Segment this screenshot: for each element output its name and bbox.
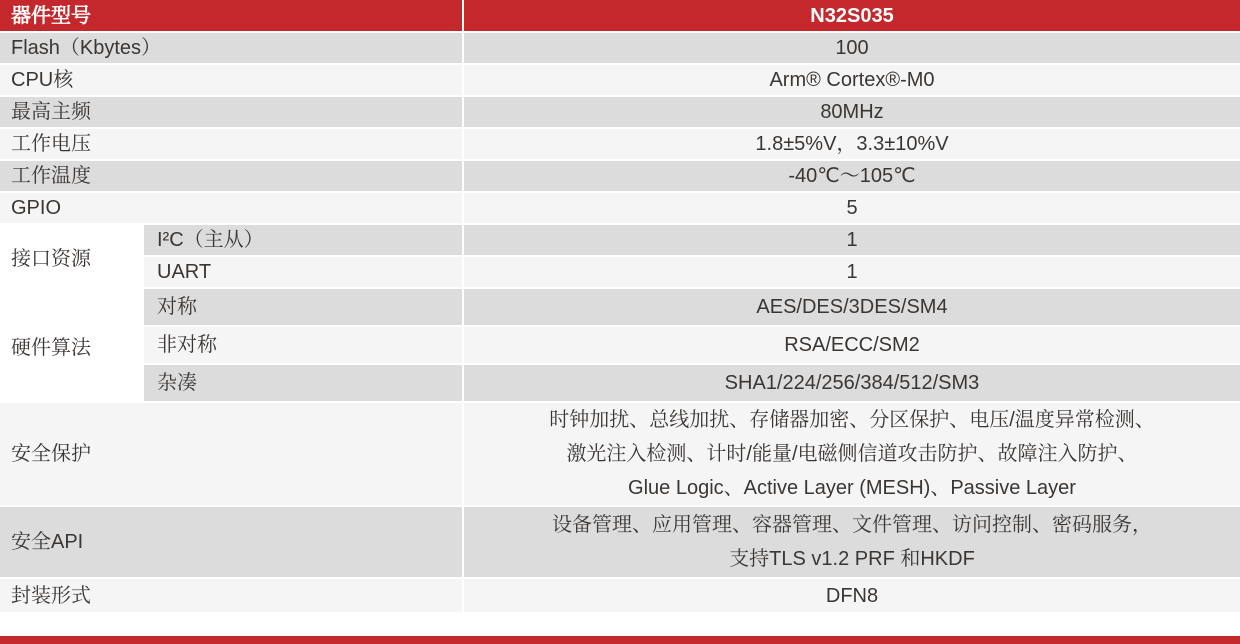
- row-max-frequency: [0, 97, 1240, 127]
- group-label: 硬件算法: [11, 336, 91, 359]
- row-label: 工作温度: [0, 161, 462, 191]
- subrow-uart: [144, 257, 1240, 287]
- subrow-label: 非对称: [144, 327, 462, 363]
- subrow-i2c: [144, 225, 1240, 255]
- row-label: 安全保护: [0, 403, 462, 505]
- header-label-cell: 器件型号: [0, 0, 462, 31]
- subrow-value: AES/DES/3DES/SM4: [464, 289, 1240, 325]
- row-value: [464, 507, 1240, 577]
- security-protection-line: Glue Logic、Active Layer (MESH)、Passive Layer: [628, 477, 1076, 499]
- group-interface-resources: [0, 225, 1240, 287]
- row-package: [0, 579, 1240, 612]
- security-api-line: 支持TLS v1.2 PRF 和HKDF: [729, 548, 975, 570]
- header-row: [0, 0, 1240, 31]
- row-label: Flash（Kbytes）: [0, 33, 462, 63]
- row-value: -40℃～105℃: [464, 161, 1240, 191]
- security-protection-line: 激光注入检测、计时/能量/电磁侧信道攻击防护、故障注入防护、: [566, 443, 1138, 465]
- row-operating-voltage: [0, 129, 1240, 159]
- subrow-label: 对称: [144, 289, 462, 325]
- row-operating-temperature: [0, 161, 1240, 191]
- row-label: 封装形式: [0, 579, 462, 612]
- subrow-value: 1: [464, 225, 1240, 255]
- row-value: DFN8: [464, 579, 1240, 612]
- subrow-hash: [144, 365, 1240, 401]
- subrow-label: 杂凑: [144, 365, 462, 401]
- row-value: Arm® Cortex®-M0: [464, 65, 1240, 95]
- subrow-asymmetric: [144, 327, 1240, 363]
- row-flash: [0, 33, 1240, 63]
- row-label: CPU核: [0, 65, 462, 95]
- row-label: 工作电压: [0, 129, 462, 159]
- subrows: [144, 225, 1240, 287]
- subrow-value: RSA/ECC/SM2: [464, 327, 1240, 363]
- subrow-value: 1: [464, 257, 1240, 287]
- row-cpu-core: [0, 65, 1240, 95]
- subrow-symmetric: [144, 289, 1240, 325]
- group-label: 接口资源: [11, 247, 91, 270]
- row-value: [464, 403, 1240, 505]
- subrow-label: I²C（主从）: [144, 225, 462, 255]
- row-value: 5: [464, 193, 1240, 223]
- row-value: 80MHz: [464, 97, 1240, 127]
- subrows: [144, 289, 1240, 401]
- row-value: 100: [464, 33, 1240, 63]
- row-value: 1.8±5%V，3.3±10%V: [464, 129, 1240, 159]
- security-api-line: 设备管理、应用管理、容器管理、文件管理、访问控制、密码服务，: [552, 514, 1152, 536]
- security-protection-line: 时钟加扰、总线加扰、存储器加密、分区保护、电压/温度异常检测、: [549, 409, 1155, 431]
- row-label: GPIO: [0, 193, 462, 223]
- row-label: 最高主频: [0, 97, 462, 127]
- group-hardware-algorithms: [0, 289, 1240, 401]
- subrow-label: UART: [144, 257, 462, 287]
- model-name-cell: N32S035: [464, 0, 1240, 31]
- row-security-protection: [0, 403, 1240, 505]
- row-label: 安全API: [0, 507, 462, 577]
- row-gpio: [0, 193, 1240, 223]
- footer-accent-bar: [0, 636, 1240, 644]
- subrow-value: SHA1/224/256/384/512/SM3: [464, 365, 1240, 401]
- row-security-api: [0, 507, 1240, 577]
